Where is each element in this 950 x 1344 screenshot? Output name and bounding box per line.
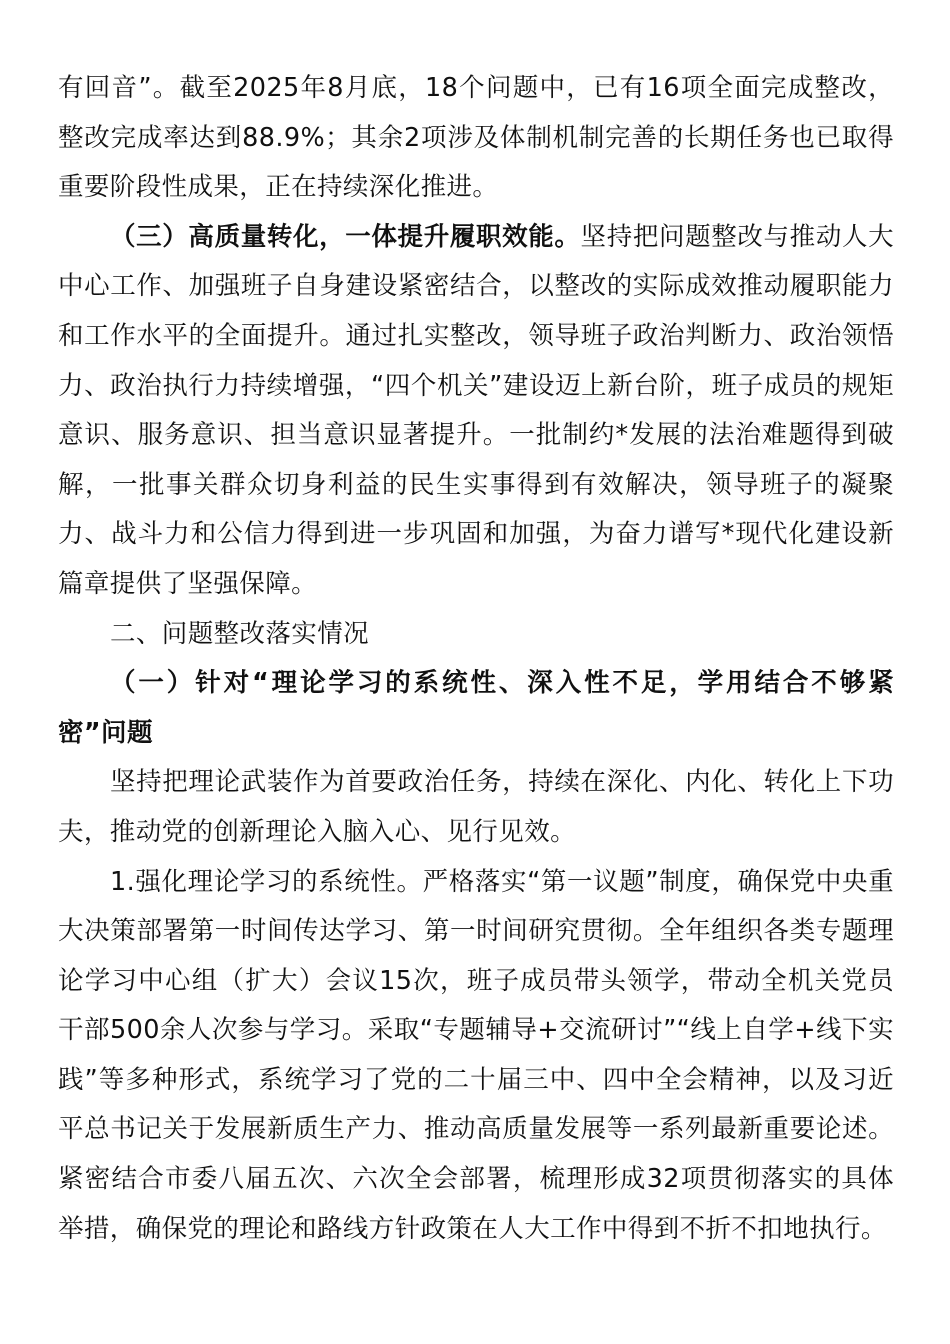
subsection-title-3: （三）高质量转化，一体提升履职效能。 — [110, 221, 581, 252]
paragraph-quality-transformation — [58, 213, 894, 610]
paragraph-systematic-study: 1.强化理论学习的系统性。严格落实“第一议题”制度，确保党中央重大决策部署第一时间传达学习、第一时间研究贯彻。全年组织各类专题理论学习中心组（扩大）会议15次，班子成员带头领学，带动全机关党员干部500余人次参与学习。采取“专题辅导+交流研讨”“线上自学+线下实践”等多种形式，系统学习了党的二十届三中、四中全会精神，以及习近平总书记关于发展新质生产力、推动高质量发展等一系列最新重要论述。紧密结合市委八届五次、六次全会部署，梳理形成32项贯彻落实的具体举措，确保党的理论和路线方针政策在人大工作中得到不折不扣地执行。 — [58, 866, 894, 1244]
subsection-body-3: 坚持把问题整改与推动人大中心工作、加强班子自身建设紧密结合，以整改的实际成效推动履职能力和工作水平的全面提升。通过扎实整改，领导班子政治判断力、政治领悟力、政治执行力持续增强，“四个机关”建设迈上新台阶，班子成员的规矩意识、服务意识、担当意识显著提升。一批制约*发展的法治难题得到破解，一批事关群众切身利益的民生实事得到有效解决，领导班子的凝聚力、战斗力和公信力得到进一步巩固和加强，为奋力谱写*现代化建设新篇章提供了坚强保障。 — [58, 221, 894, 599]
paragraph-progress-summary: 有回音”。截至2025年8月底，18个问题中，已有16项全面完成整改，整改完成率达到88.9%；其余2项涉及体制机制完善的长期任务也已取得重要阶段性成果，正在持续深化推进。 — [58, 73, 894, 203]
section-heading-2: 二、问题整改落实情况 — [110, 618, 370, 649]
paragraph-theory-armament: 坚持把理论武装作为首要政治任务，持续在深化、内化、转化上下功夫，推动党的创新理论入脑入心、见行见效。 — [58, 767, 894, 847]
subsection-heading-1: （一）针对“理论学习的系统性、深入性不足，学用结合不够紧密”问题 — [58, 668, 894, 748]
document-page — [58, 64, 894, 1254]
